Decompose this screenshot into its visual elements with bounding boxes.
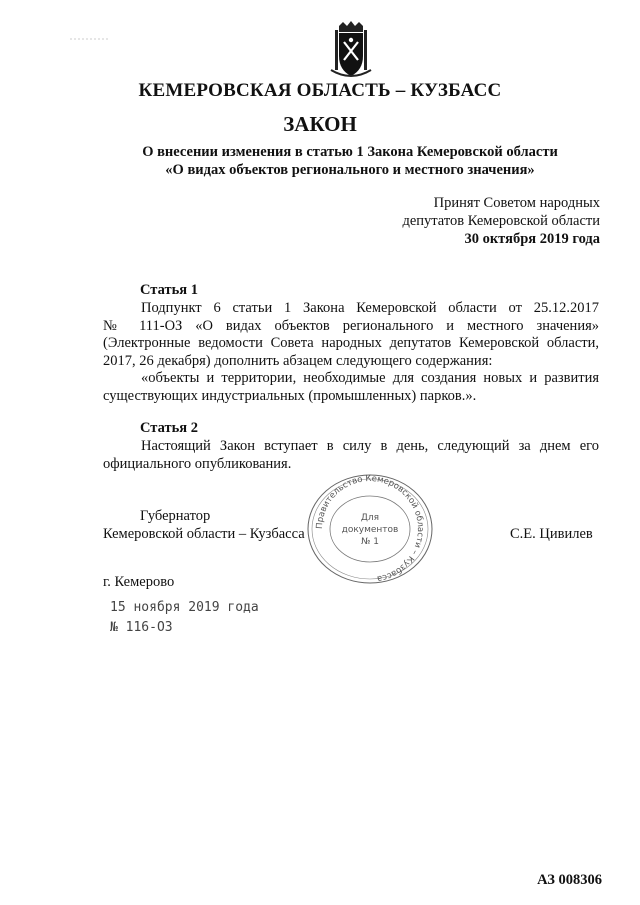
acceptance-date: 30 октября 2019 года [464, 231, 600, 247]
signer-name: С.Е. Цивилев [510, 526, 593, 542]
governor-region: Кемеровской области – Кузбасса [103, 526, 305, 542]
article-2-line: официального опубликования. [103, 455, 292, 472]
law-number: № 116-ОЗ [110, 620, 173, 635]
scan-mark [70, 28, 110, 32]
article-1-title: Статья 1 [140, 282, 198, 298]
region-heading: КЕМЕРОВСКАЯ ОБЛАСТЬ – КУЗБАСС [138, 80, 502, 101]
signing-date: 15 ноября 2019 года [110, 600, 259, 615]
stamp-center-line-3: № 1 [361, 537, 379, 547]
acceptance-block [402, 194, 600, 248]
form-serial-number: АЗ 008306 [537, 872, 602, 888]
article-1-line: «объекты и территории, необходимые для создания новых и развития [141, 370, 599, 386]
article-2-title: Статья 2 [140, 420, 198, 436]
document-type: ЗАКОН [283, 112, 357, 136]
article-2-line: Настоящий Закон вступает в силу в день, следующий за днем его [141, 438, 599, 454]
governor-title: Губернатор [140, 508, 211, 524]
article-1-line: существующих индустриальных (промышленных) парков.». [103, 387, 477, 404]
coat-of-arms-icon [325, 20, 377, 82]
article-1-line: Подпункт 6 статьи 1 Закона Кемеровской области от 25.12.2017 [141, 300, 599, 316]
article-1-body [103, 300, 599, 405]
acceptance-line-2: депутатов Кемеровской области [402, 213, 600, 229]
law-title [0, 143, 640, 179]
article-1-line: № 111-ОЗ «О видах объектов регионального и местного значения» [103, 317, 599, 334]
article-1-line: 2017, 26 декабря) дополнить абзацем следующего содержания: [103, 352, 493, 369]
place-of-signing: г. Кемерово [103, 574, 175, 590]
article-2-body [103, 438, 599, 473]
law-title-line-1: О внесении изменения в статью 1 Закона Кемеровской области [142, 144, 558, 160]
stamp-ring-text: Правительство Кемеровской области – Кузбасса [314, 473, 426, 584]
official-stamp [300, 472, 440, 587]
article-1-line: (Электронные ведомости Совета народных депутатов Кемеровской области, [103, 335, 599, 351]
stamp-center-line-1: Для [360, 513, 380, 523]
law-title-line-2: «О видах объектов регионального и местного значения» [165, 162, 535, 178]
stamp-center-line-2: документов [341, 525, 399, 535]
acceptance-line-1: Принят Советом народных [433, 195, 600, 211]
